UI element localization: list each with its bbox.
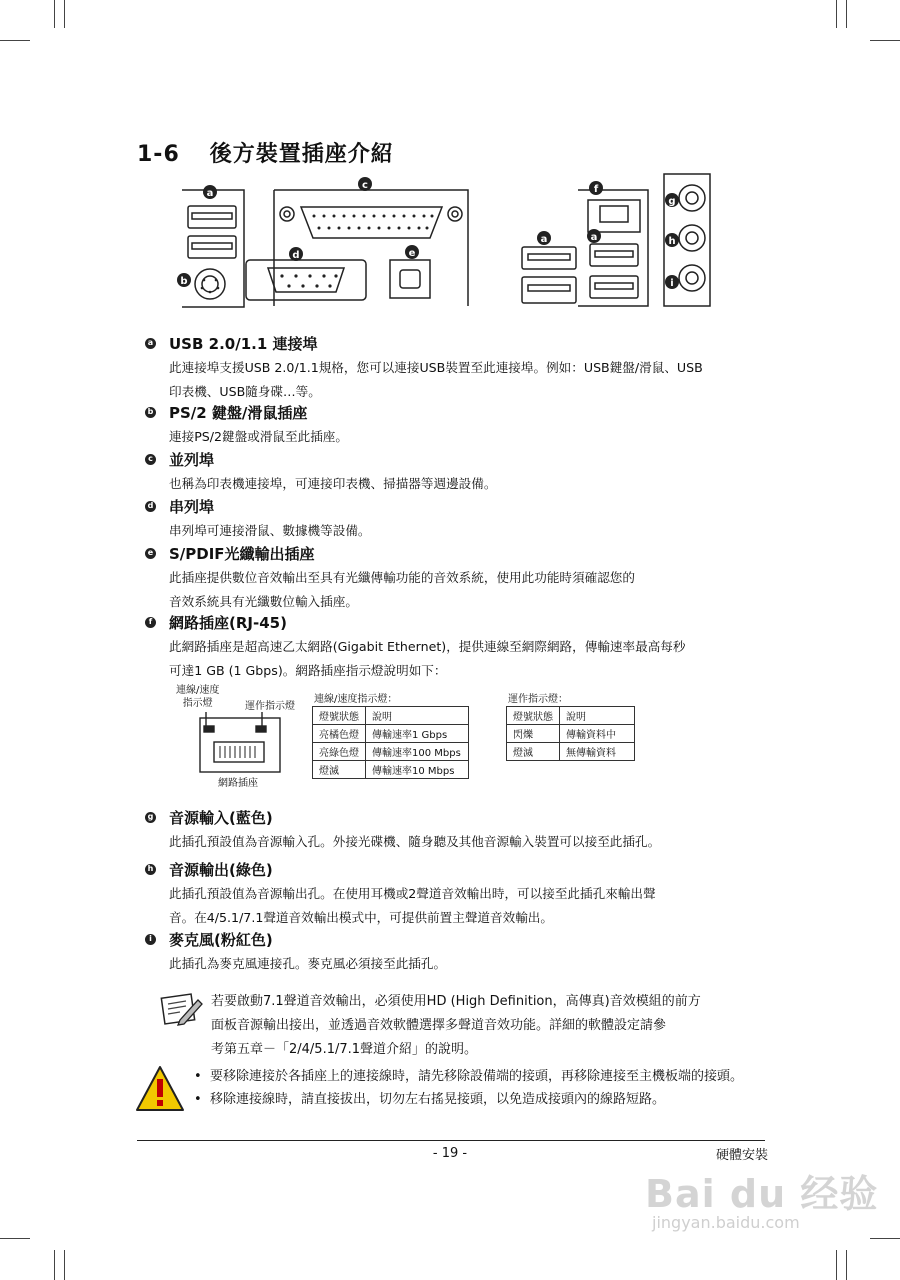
badge-g: g xyxy=(145,812,156,823)
panel-label: e xyxy=(408,248,416,259)
crop-mark xyxy=(870,1238,900,1239)
table-cell: 閃爍 xyxy=(507,725,560,743)
crop-mark xyxy=(870,40,900,41)
item-heading: 並列埠 xyxy=(169,450,215,469)
table-cell: 無傳輸資料 xyxy=(560,743,635,761)
watermark-logo: Bai du 经验 xyxy=(645,1172,879,1216)
item-heading: 音源輸出(綠色) xyxy=(169,860,273,879)
table-cell: 傳輸資料中 xyxy=(560,725,635,743)
badge-f: f xyxy=(145,617,156,628)
item-lan xyxy=(145,611,775,683)
item-heading: 音源輸入(藍色) xyxy=(169,808,273,827)
crop-mark xyxy=(846,0,847,28)
table-header: 燈號狀態 xyxy=(313,707,366,725)
panel-label: c xyxy=(362,180,368,191)
note-pencil-icon xyxy=(160,992,204,1026)
crop-mark xyxy=(836,1250,837,1280)
crop-mark xyxy=(54,0,55,28)
badge-h: h xyxy=(145,864,156,875)
led-speed-label: 連線/速度 指示燈 xyxy=(176,685,220,709)
activity-led-table xyxy=(506,706,635,761)
item-spdif xyxy=(145,542,775,614)
item-text: 連接PS/2鍵盤或滑鼠至此插座。 xyxy=(169,429,348,444)
led-activity-label: 運作指示燈 xyxy=(245,701,295,712)
section-title xyxy=(137,137,394,168)
item-text: 音效系統具有光纖數位輸入插座。 xyxy=(169,594,358,609)
page-number: - 19 - xyxy=(432,1146,468,1161)
table-cell: 燈滅 xyxy=(507,743,560,761)
badge-d: d xyxy=(145,501,156,512)
item-ps2 xyxy=(145,401,775,449)
panel-label: h xyxy=(668,236,676,247)
chapter-label: 硬體安裝 xyxy=(715,1148,768,1163)
table-header: 說明 xyxy=(560,707,635,725)
item-text: 此插孔預設值為音源輸出孔。在使用耳機或2聲道音效輸出時，可以接至此插孔來輸出聲 xyxy=(169,886,656,901)
panel-label: d xyxy=(292,250,300,261)
item-heading: USB 2.0/1.1 連接埠 xyxy=(169,334,318,353)
item-text: 串列埠可連接滑鼠、數據機等設備。 xyxy=(169,523,371,538)
badge-e: e xyxy=(145,548,156,559)
note-line: 考第五章－「2/4/5.1/7.1聲道介紹」的說明。 xyxy=(211,1042,478,1057)
item-text: 此連接埠支援USB 2.0/1.1規格，您可以連接USB裝置至此連接埠。例如：USB鍵盤/滑鼠、USB xyxy=(169,360,703,375)
section-title-text: 後方裝置插座介紹 xyxy=(209,142,394,167)
item-text: 此網路插座是超高速乙太網路(Gigabit Ethernet)，提供連線至網際網路，傳輸速率最高每秒 xyxy=(169,639,686,654)
speed-led-table xyxy=(312,706,469,779)
table-cell: 亮橘色燈 xyxy=(313,725,366,743)
lan-port-diagram xyxy=(196,712,284,776)
item-text: 此插孔預設值為音源輸入孔。外接光碟機、隨身聽及其他音源輸入裝置可以接至此插孔。 xyxy=(169,834,661,849)
warning-item: • 要移除連接於各插座上的連接線時，請先移除設備端的接頭，再移除連接至主機板端的接頭。 xyxy=(192,1066,767,1087)
note-line: 若要啟動7.1聲道音效輸出，必須使用HD (High Definition，高傳真)音效模組的前方 xyxy=(211,994,701,1009)
table-cell: 傳輸速率1 Gbps xyxy=(366,725,469,743)
item-parallel xyxy=(145,448,775,496)
item-serial xyxy=(145,495,775,543)
panel-label: a xyxy=(540,234,548,245)
crop-mark xyxy=(836,0,837,28)
panel-label: a xyxy=(590,232,598,243)
crop-mark xyxy=(0,1238,30,1239)
item-text: 印表機、USB隨身碟…等。 xyxy=(169,384,321,399)
table-cell: 傳輸速率100 Mbps xyxy=(366,743,469,761)
panel-label: g xyxy=(668,196,676,207)
table-cell: 亮綠色燈 xyxy=(313,743,366,761)
crop-mark xyxy=(846,1250,847,1280)
item-text: 此插孔為麥克風連接孔。麥克風必須接至此插孔。 xyxy=(169,956,447,971)
panel-label: a xyxy=(206,188,214,199)
warning-item: • 移除連接線時，請直接拔出，切勿左右搖晃接頭，以免造成接頭內的線路短路。 xyxy=(192,1089,767,1110)
item-text: 也稱為印表機連接埠，可連接印表機、掃描器等週邊設備。 xyxy=(169,476,497,491)
rear-panel-diagram xyxy=(168,172,718,312)
panel-label: i xyxy=(670,278,674,289)
item-heading: PS/2 鍵盤/滑鼠插座 xyxy=(169,403,308,422)
badge-i: i xyxy=(145,934,156,945)
panel-label: f xyxy=(593,184,599,195)
item-heading: 串列埠 xyxy=(169,497,215,516)
table-cell: 傳輸速率10 Mbps xyxy=(366,761,469,779)
item-heading: S/PDIF光纖輸出插座 xyxy=(169,544,315,563)
activity-table-title: 運作指示燈： xyxy=(508,694,568,705)
item-text: 此插座提供數位音效輸出至具有光纖傳輸功能的音效系統，使用此功能時須確認您的 xyxy=(169,570,635,585)
crop-mark xyxy=(54,1250,55,1280)
item-text: 可達1 GB (1 Gbps)。網路插座指示燈說明如下： xyxy=(169,663,447,678)
footer-rule xyxy=(137,1140,765,1141)
crop-mark xyxy=(0,40,30,41)
watermark-url: jingyan.baidu.com xyxy=(652,1213,800,1232)
warning-icon xyxy=(134,1064,186,1114)
item-usb xyxy=(145,332,775,404)
crop-mark xyxy=(64,1250,65,1280)
item-line-in xyxy=(145,806,775,854)
crop-mark xyxy=(64,0,65,28)
item-heading: 網路插座(RJ-45) xyxy=(169,613,287,632)
item-line-out xyxy=(145,858,775,930)
table-header: 說明 xyxy=(366,707,469,725)
led-port-label: 網路插座 xyxy=(218,778,258,789)
warning-list xyxy=(192,1066,767,1110)
item-mic xyxy=(145,928,775,976)
panel-label: b xyxy=(180,276,188,287)
item-text: 音。在4/5.1/7.1聲道音效輸出模式中，可提供前置主聲道音效輸出。 xyxy=(169,910,553,925)
badge-a: a xyxy=(145,338,156,349)
table-header: 燈號狀態 xyxy=(507,707,560,725)
badge-c: c xyxy=(145,454,156,465)
section-number: 1-6 xyxy=(137,142,180,167)
note-line: 面板音源輸出接出，並透過音效軟體選擇多聲道音效功能。詳細的軟體設定請參 xyxy=(211,1018,667,1033)
note-block xyxy=(211,990,766,1062)
item-heading: 麥克風(粉紅色) xyxy=(169,930,273,949)
table-cell: 燈滅 xyxy=(313,761,366,779)
speed-table-title: 連線/速度指示燈： xyxy=(314,694,398,705)
badge-b: b xyxy=(145,407,156,418)
